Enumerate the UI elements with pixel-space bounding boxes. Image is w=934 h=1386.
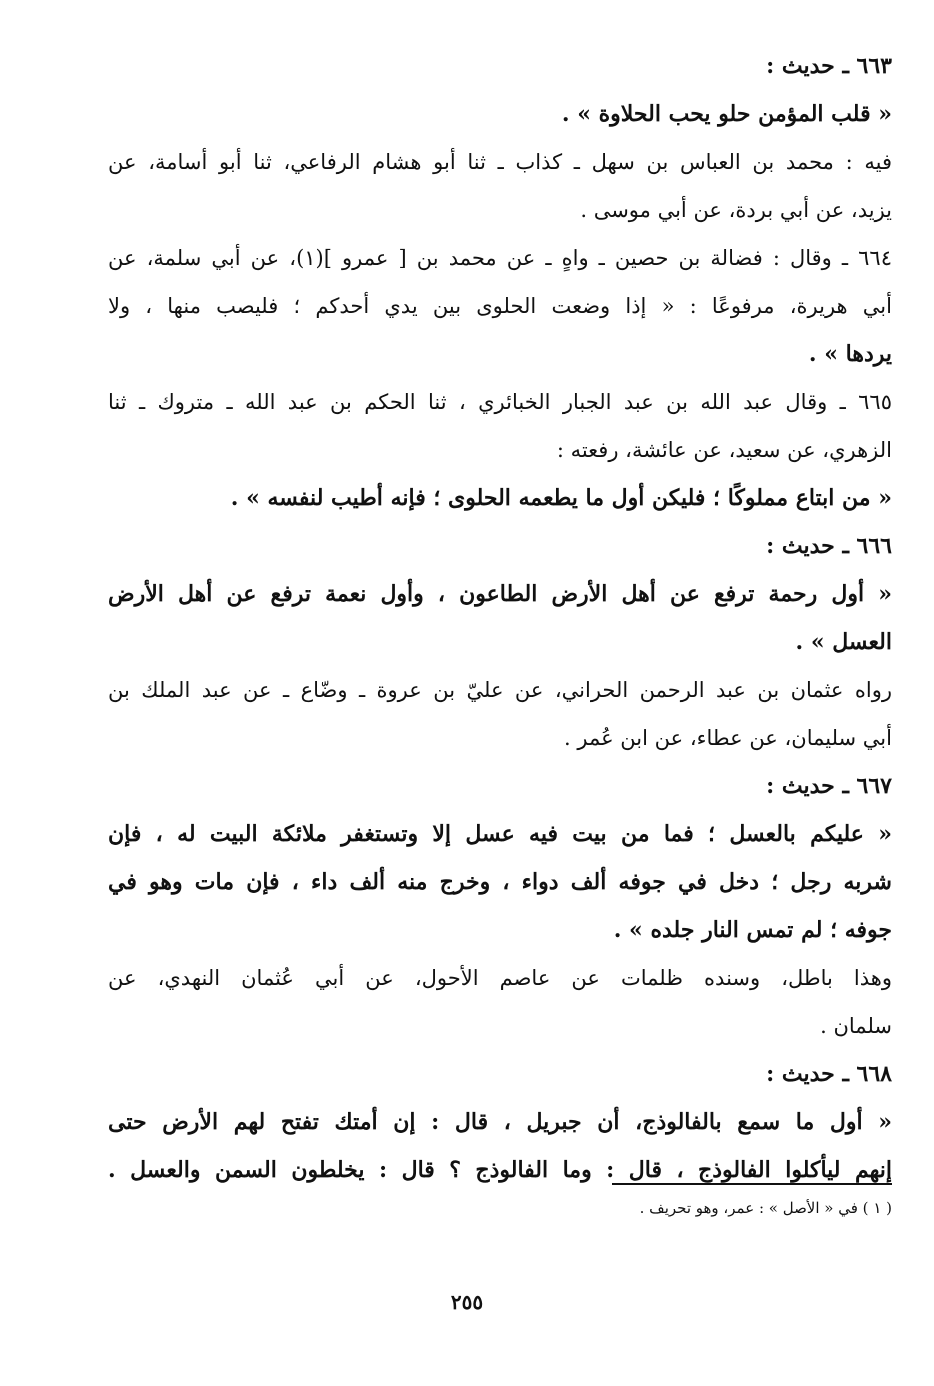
text-line: يزيد، عن أبي بردة، عن أبي موسى . [580, 198, 892, 222]
page-number: ٢٥٥ [450, 1290, 484, 1314]
text-line: « عليكم بالعسل ؛ فما من بيت فيه عسل إلا وتستغفر ملائكة البيت له ، فإن [108, 821, 892, 847]
text-line: ٦٦٥ ـ وقال عبد الله بن عبد الجبار الخبائري ، ثنا الحكم بن عبد الله ـ متروك ـ ثنا [108, 390, 892, 414]
page-body [108, 42, 892, 1194]
text-line: إنهم ليأكلوا الفالوذج ، قال : وما الفالوذج ؟ قال : يخلطون السمن والعسل . [108, 1157, 892, 1183]
text-line: وهذا باطل، وسنده ظلمات عن عاصم الأحول، عن أبي عُثمان النهدي، عن [108, 966, 892, 990]
text-line: رواه عثمان بن عبد الرحمن الحراني، عن عليّ بن عروة ـ وضّاع ـ عن عبد الملك بن [108, 678, 892, 702]
text-line: فيه : محمد بن العباس بن سهل ـ كذاب ـ ثنا أبو هشام الرفاعي، ثنا أبو أسامة، عن [108, 150, 892, 174]
text-line: جوفه ؛ لم تمس النار جلده » . [613, 917, 892, 943]
text-line: العسل » . [795, 629, 892, 655]
text-line: « أول ما سمع بالفالوذج، أن جبريل ، قال : إن أمتك تفتح لهم الأرض حتى [108, 1109, 892, 1135]
text-line: أبي سليمان، عن عطاء، عن ابن عُمر . [564, 726, 892, 750]
text-line: ٦٦٤ ـ وقال : فضالة بن حصين ـ واهٍ ـ عن محمد بن [ عمرو ](١)، عن أبي سلمة، عن [108, 246, 892, 270]
hadith-heading: ٦٦٦ ـ حديث : [766, 533, 892, 559]
text-line: سلمان . [820, 1014, 892, 1038]
footnote-divider [612, 1183, 892, 1185]
hadith-heading: ٦٦٣ ـ حديث : [766, 53, 892, 79]
text-line: شربه رجل ؛ دخل في جوفه ألف دواء ، وخرج منه ألف داء ، فإن مات وهو في [108, 869, 892, 895]
text-line: الزهري، عن سعيد، عن عائشة، رفعته : [556, 438, 892, 462]
text-line: « أول رحمة ترفع عن أهل الأرض الطاعون ، وأول نعمة ترفع عن أهل الأرض [108, 581, 892, 607]
footnote: ( ١ ) في « الأصل » : عمر، وهو تحريف . [639, 1199, 892, 1217]
text-line: يردها » . [808, 341, 892, 367]
hadith-heading: ٦٦٨ ـ حديث : [766, 1061, 892, 1087]
text-line: « قلب المؤمن حلو يحب الحلاوة » . [561, 101, 892, 127]
hadith-heading: ٦٦٧ ـ حديث : [766, 773, 892, 799]
text-line: أبي هريرة، مرفوعًا : « إذا وضعت الحلوى بين يدي أحدكم ؛ فليصب منها ، ولا [108, 294, 892, 318]
text-line: « من ابتاع مملوكًا ؛ فليكن أول ما يطعمه الحلوى ؛ فإنه أطيب لنفسه » . [230, 485, 892, 511]
